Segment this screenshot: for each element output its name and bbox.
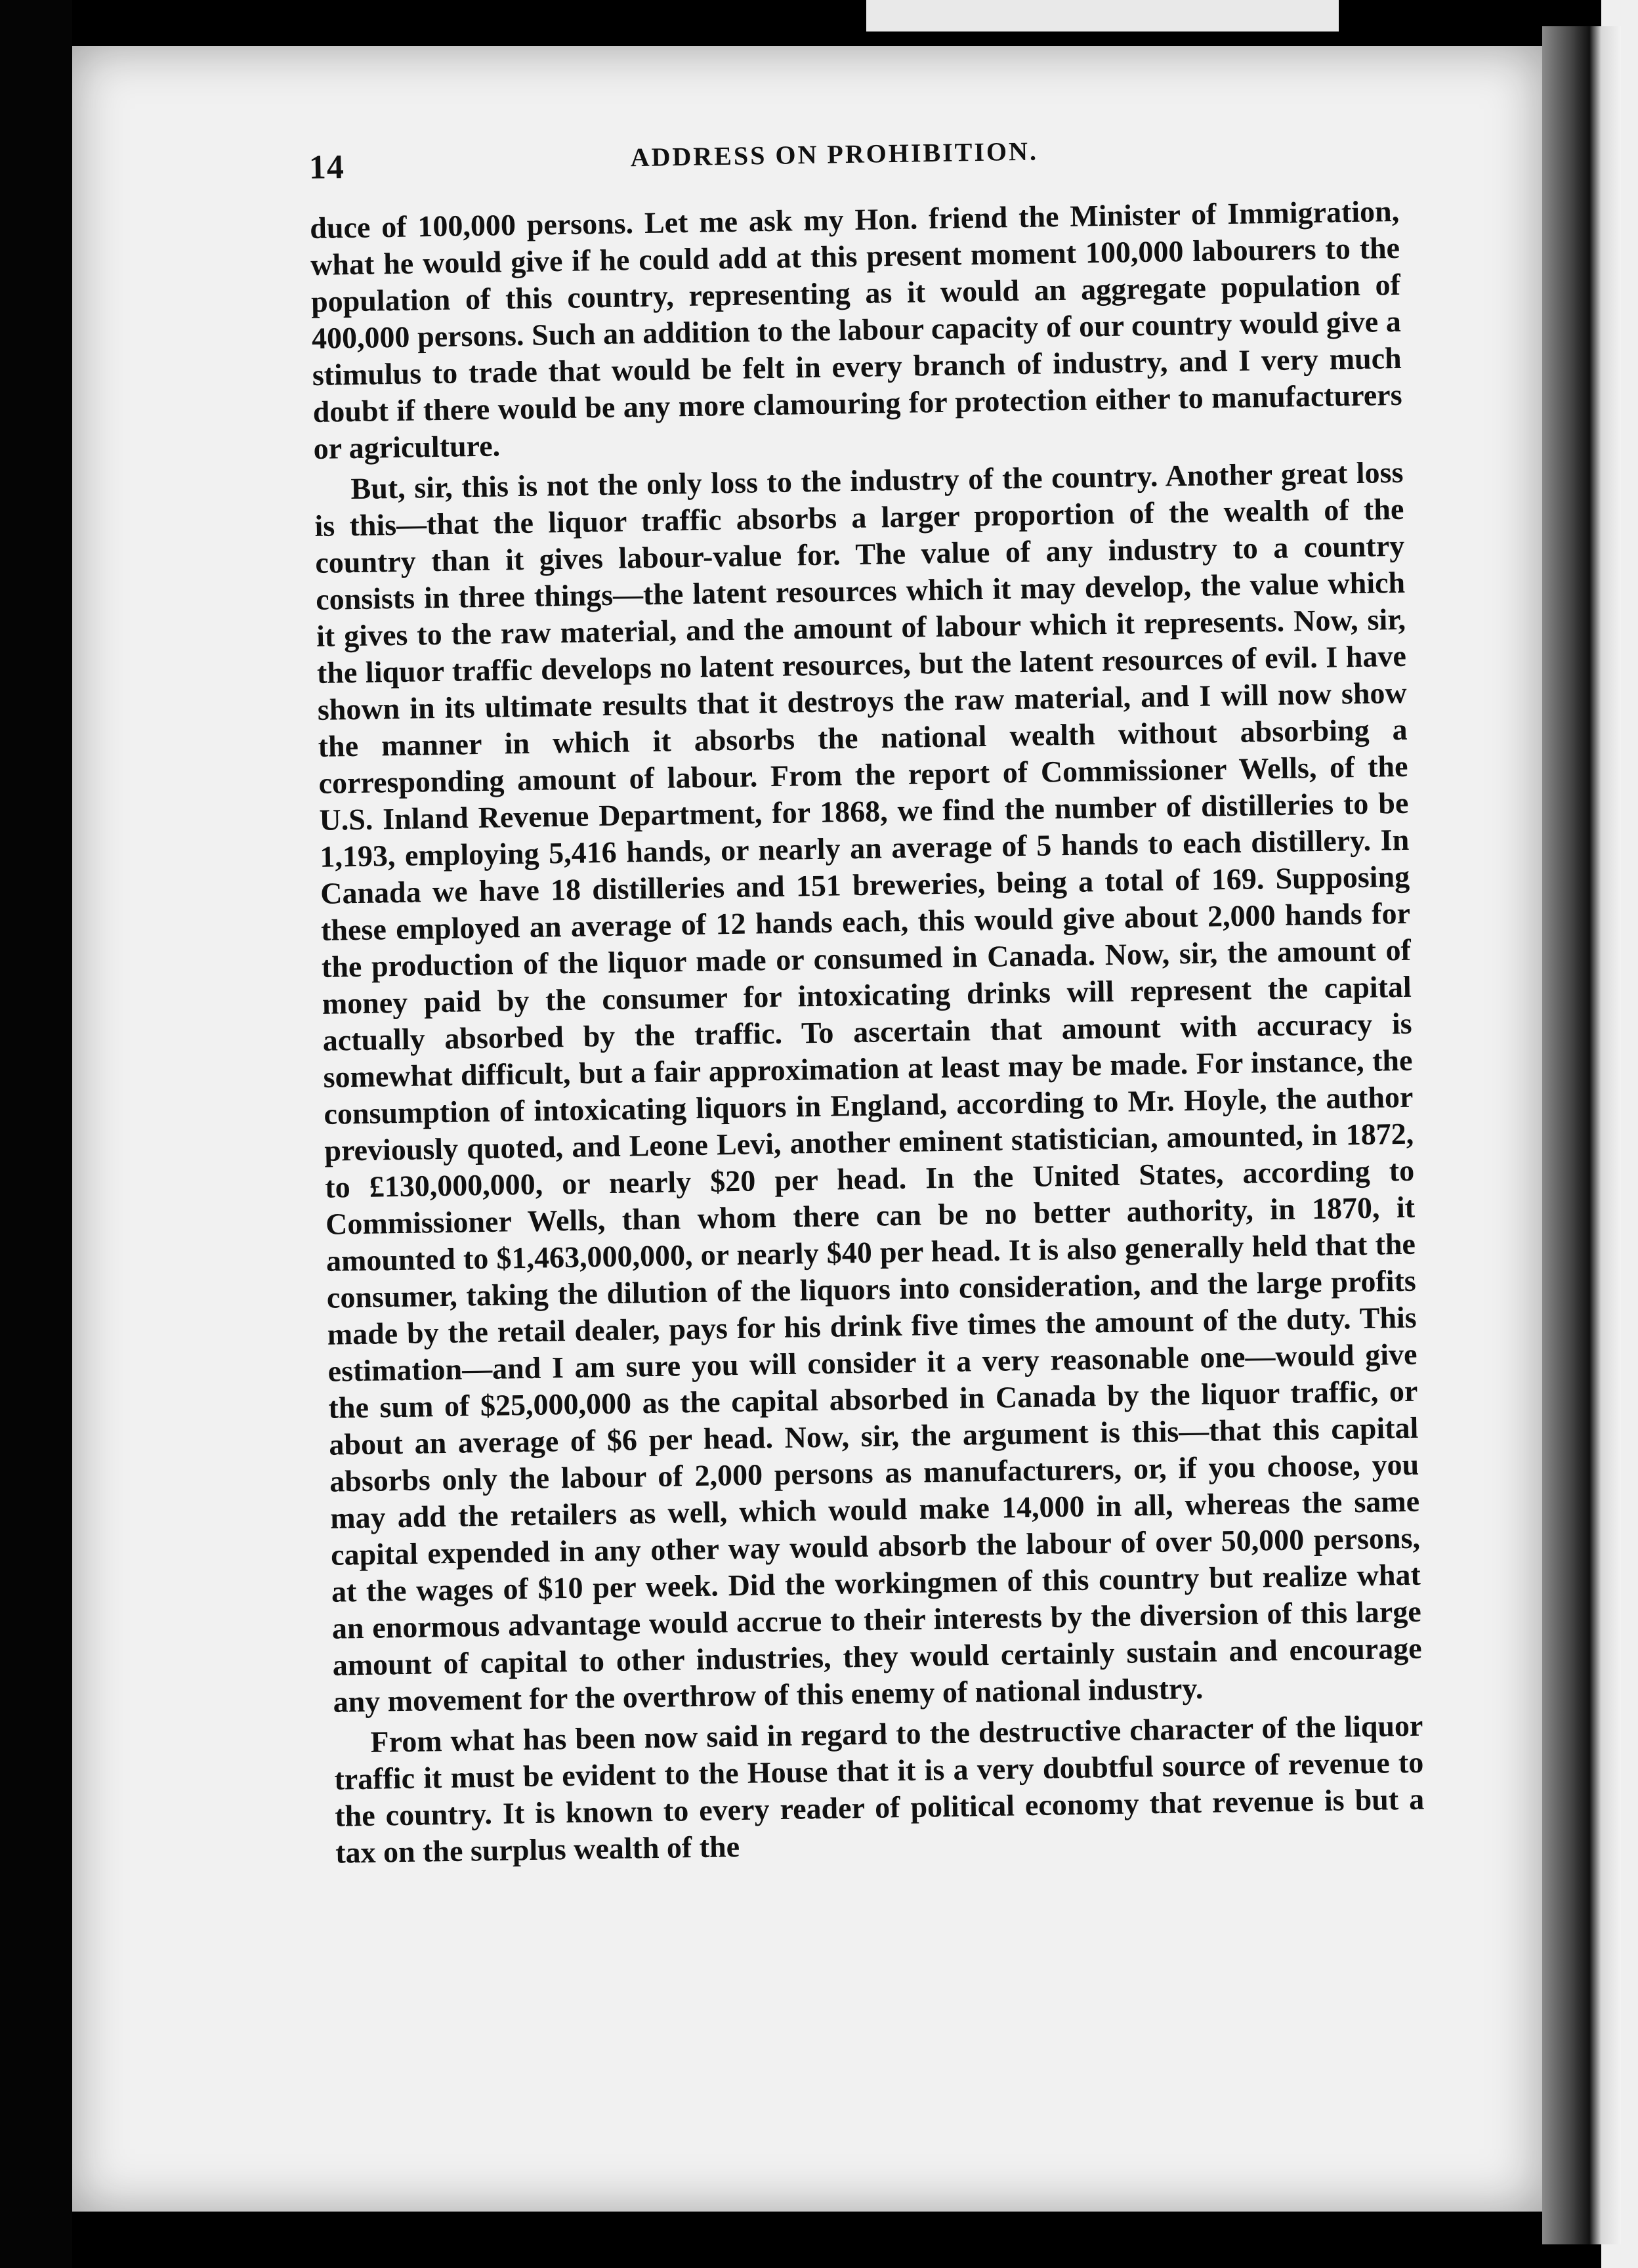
page-title: ADDRESS ON PROHIBITION. <box>630 136 1039 173</box>
page-number: 14 <box>308 148 345 186</box>
page-edge-shadow <box>1542 26 1621 2244</box>
scan-tab <box>866 0 1339 32</box>
paragraph-1: duce of 100,000 persons. Let me ask my Hon. friend the Minister of Immigration, what he would give if he could add at this present moment 100,000 labourers to the population of this country, representing as it would an aggregate population of 400,000 persons. Such an addition to the labour capacity of our country would give a stimulus to trade that would be felt in every branch of industry, and I very much doubt if there would be any more clamouring for protection either to manufacturers or agriculture. <box>309 194 1402 465</box>
scan-border <box>0 0 72 2268</box>
page-content <box>308 114 1425 1872</box>
paragraph-3: From what has been now said in regard to the destructive character of the liquor traffic it must be evident to the House that it is a very doubtful source of revenue to the country. It is known to every reader of political economy that revenue is but a tax on the surplus wealth of the <box>334 1708 1425 1870</box>
paragraph-2: But, sir, this is not the only loss to the industry of the country. Another great loss is this—that the liquor traffic absorbs a larger proportion of the wealth of the country than it gives labour-value for. The value of any industry to a country consists in three things—the latent resources which it may develop, the value which it gives to the raw material, and the amount of labour which it represents. Now, sir, the liquor traffic develops no latent resources, but the latent resources of evil. I have shown in its ultimate results that it destroys the raw material, and I will now show the manner in which it absorbs the national wealth without absorbing a corresponding amount of labour. From the report of Commissioner Wells, of the U.S. Inland Revenue Department, for 1868, we find the number of distilleries to be 1,193, employing 5,416 hands, or nearly an average of 5 hands to each distillery. In Canada we have 18 distilleries and 151 breweries, being a total of 169. Supposing these employed an average of 12 hands each, this would give about 2,000 hands for the production of the liquor made or consumed in Canada. Now, sir, the amount of money paid by the consumer for intoxicating drinks will represent the capital actually absorbed by the traffic. To ascertain that amount with accuracy is somewhat difficult, but a fair approximation at least may be made. For instance, the consumption of intoxicating liquors in England, according to Mr. Hoyle, the author previously quoted, and Leone Levi, another eminent statistician, amounted, in 1872, to £130,000,000, or nearly $20 per head. In the United States, according to Commissioner Wells, than whom there can be no better authority, in 1870, it amounted to $1,463,000,000, or nearly $40 per head. It is also generally held that the consumer, taking the dilution of the liquors into consideration, and the large profits made by the retail dealer, pays for his drink five times the amount of the duty. This estimation—and I am sure you will consider it a very reasonable one—would give the sum of $25,000,000 as the capital absorbed in Canada by the liquor traffic, or about an average of $6 per head. Now, sir, the argument is this—that this capital absorbs only the labour of 2,000 persons as manufacturers, or, if you choose, you may add the retailers as well, which would make 14,000 in all, whereas the same capital expended in any other way would absorb the labour of over 50,000 persons, at the wages of $10 per week. Did the workingmen of this country but realize what an enormous advantage would accrue to their interests by the diversion of this large amount of capital to other industries, they would certainly sustain and encourage any movement for the overthrow of this enemy of national industry. <box>314 455 1422 1719</box>
